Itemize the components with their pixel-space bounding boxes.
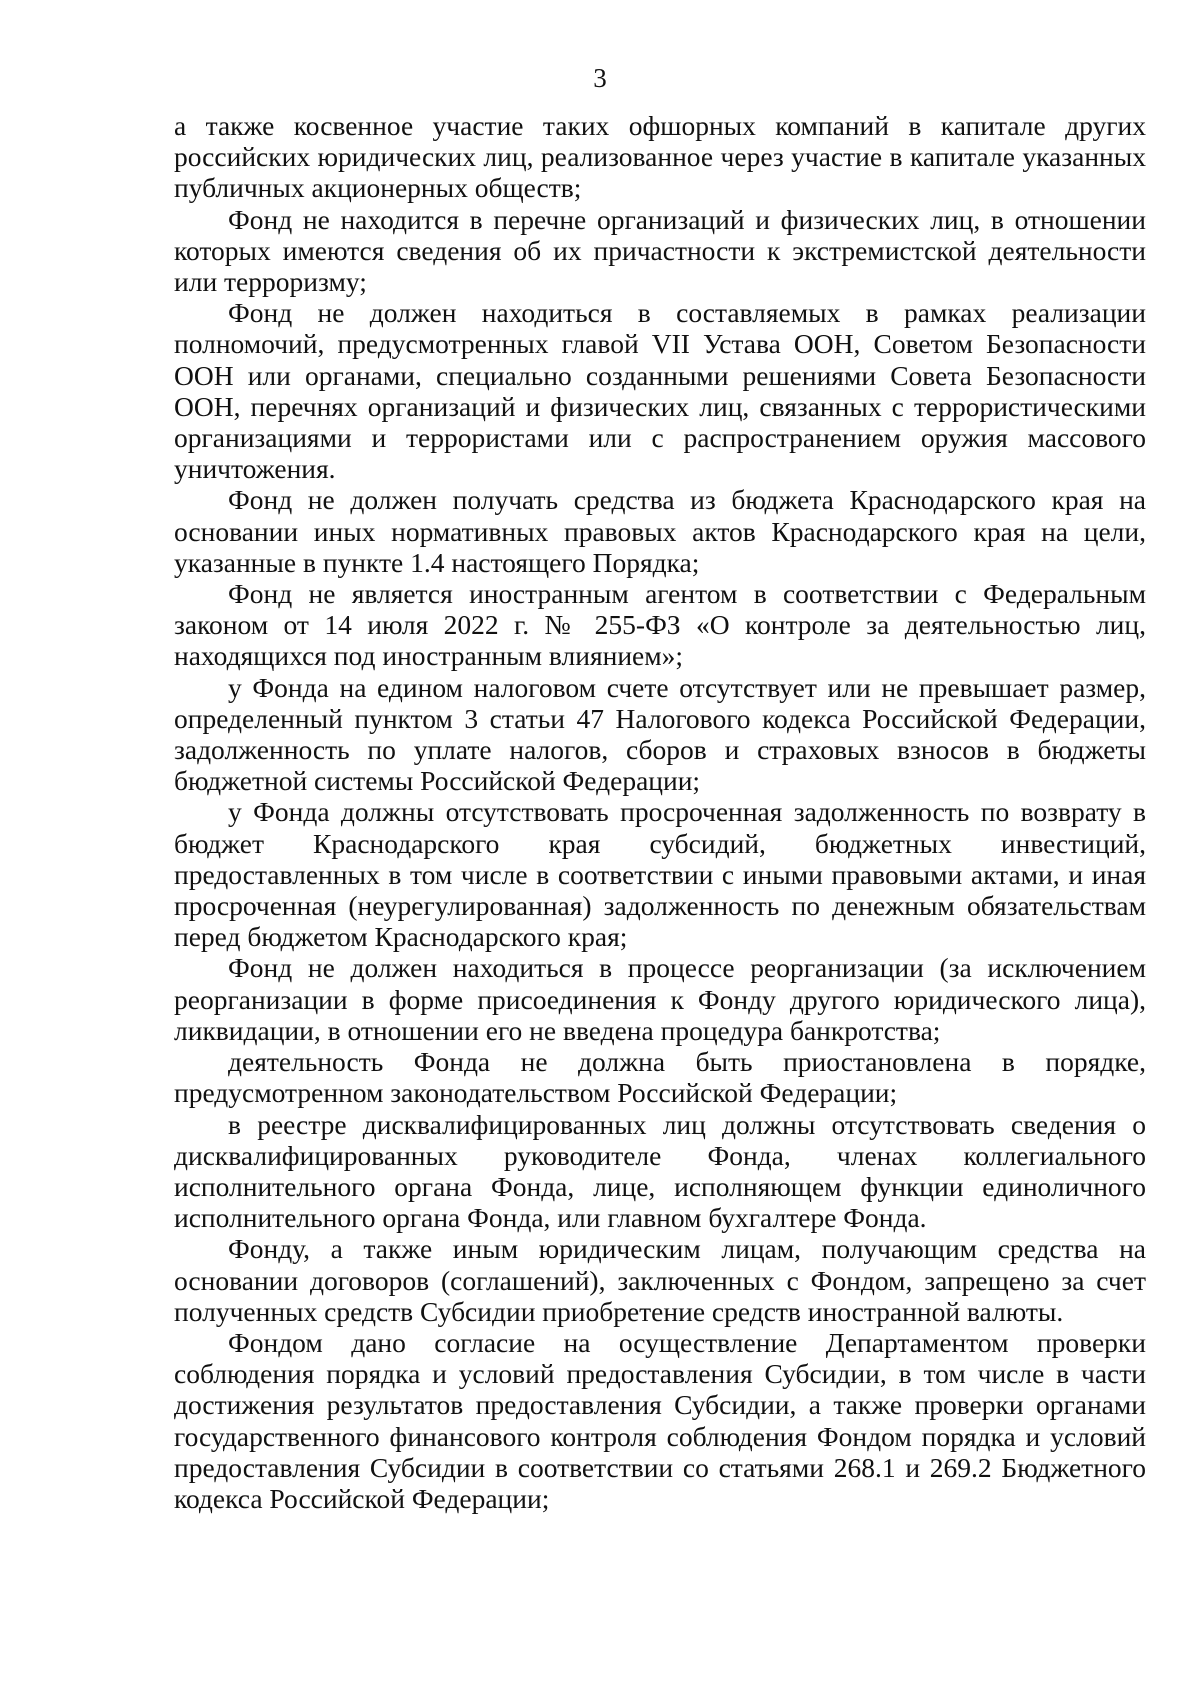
paragraph-foreign-currency: Фонду, а также иным юридическим лицам, получающим средства на основании договоров (соглашений), заключенных с Фондом, запрещено за счет полученных средств Субсидии приобретение средств иностранной валюты. — [174, 1233, 1146, 1327]
paragraph-audit-consent: Фондом дано согласие на осуществление Департаментом проверки соблюдения порядка и условий предоставления Субсидии, в том числе в части достижения результатов предоставления Субсидии, а также проверки органами государственного финансового контроля соблюдения Фондом порядка и условий предоставления Субсидии в соответствии со статьями 268.1 и 269.2 Бюджетного кодекса Российской Федерации; — [174, 1326, 1146, 1514]
paragraph-un-lists: Фонд не должен находиться в составляемых в рамках реализации полномочий, предусмотренных главой VII Устава ООН, Советом Безопасности ООН или органами, специально созданными решениями Совета Безопасности ООН, перечнях организаций и физических лиц, связанных с террористическими организациями и террористами или с распространением оружия массового уничтожения. — [174, 297, 1146, 485]
paragraph-offshore-participation: а также косвенное участие таких офшорных компаний в капитале других российских юридических лиц, реализованное через участие в капитале указанных публичных акционерных обществ; — [174, 110, 1146, 204]
paragraph-tax-debt: у Фонда на едином налоговом счете отсутствует или не превышает размер, определенный пунктом 3 статьи 47 Налогового кодекса Российской Федерации, задолженность по уплате налогов, сборов и страховых взносов в бюджеты бюджетной системы Российской Федерации; — [174, 671, 1146, 797]
page-number: 3 — [593, 63, 607, 93]
paragraph-reorganization: Фонд не должен находиться в процессе реорганизации (за исключением реорганизации в форме присоединения к Фонду другого юридического лица), ликвидации, в отношении его не введена процедура банкротства; — [174, 952, 1146, 1046]
document-body — [174, 110, 1146, 1514]
paragraph-activity-suspension: деятельность Фонда не должна быть приостановлена в порядке, предусмотренном законодательством Российской Федерации; — [174, 1046, 1146, 1109]
paragraph-other-budget-funds: Фонд не должен получать средства из бюджета Краснодарского края на основании иных нормативных правовых актов Краснодарского края на цели, указанные в пункте 1.4 настоящего Порядка; — [174, 484, 1146, 578]
paragraph-disqualified-persons: в реестре дисквалифицированных лиц должны отсутствовать сведения о дисквалифицированных руководителе Фонда, членах коллегиального исполнительного органа Фонда, лице, исполняющем функции единоличного исполнительного органа Фонда, или главном бухгалтере Фонда. — [174, 1108, 1146, 1234]
paragraph-foreign-agent: Фонд не является иностранным агентом в соответствии с Федеральным законом от 14 июля 2022 г. № 255-ФЗ «О контроле за деятельностью лиц, находящихся под иностранным влиянием»; — [174, 578, 1146, 672]
paragraph-extremism-list: Фонд не находится в перечне организаций и физических лиц, в отношении которых имеются сведения об их причастности к экстремистской деятельности или терроризму; — [174, 203, 1146, 298]
paragraph-overdue-debt: у Фонда должны отсутствовать просроченная задолженность по возврату в бюджет Краснодарского края субсидий, бюджетных инвестиций, предоставленных в том числе в соответствии с иными правовыми актами, и иная просроченная (неурегулированная) задолженность по денежным обязательствам перед бюджетом Краснодарского края; — [174, 796, 1146, 953]
